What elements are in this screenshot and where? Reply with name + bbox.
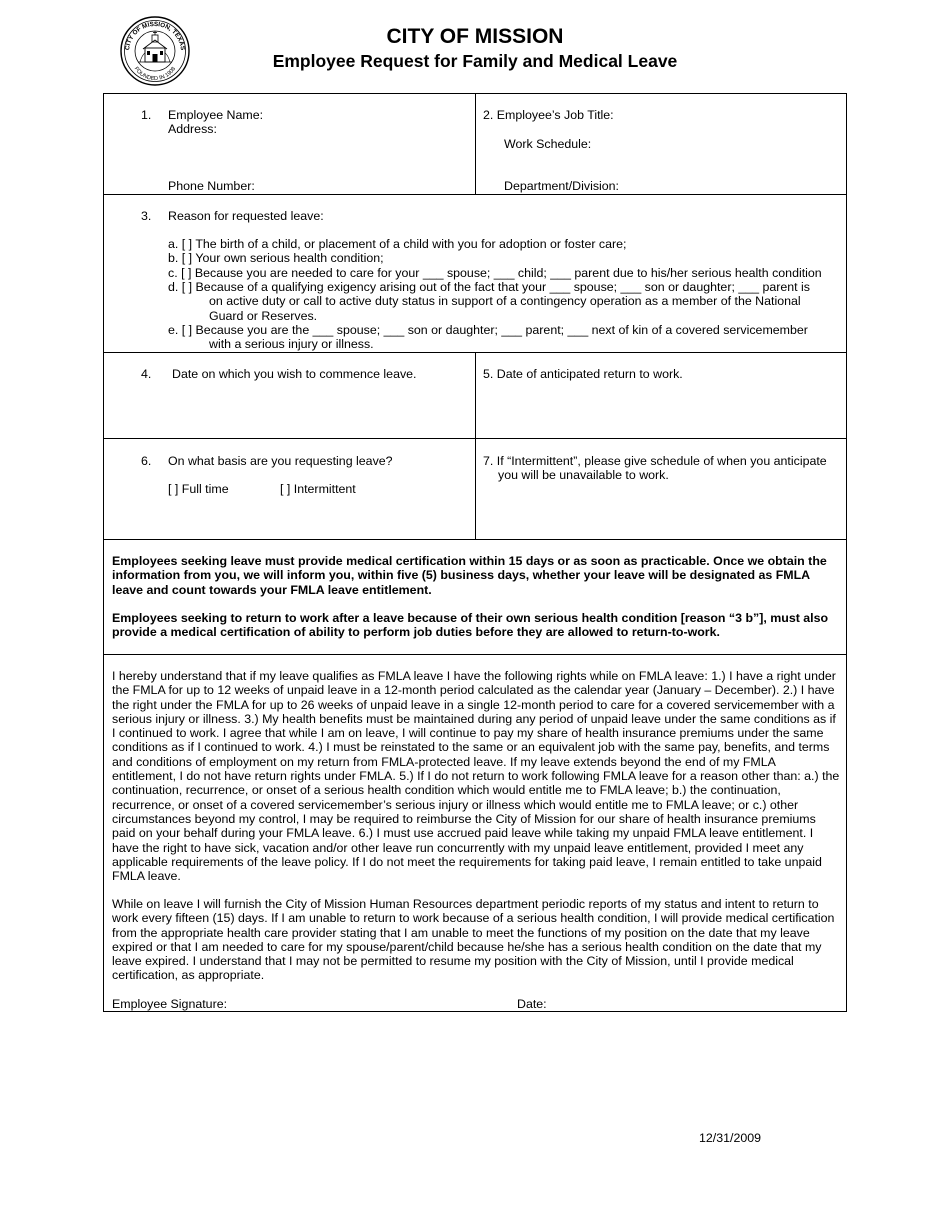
certification-notice: Employees seeking leave must provide medical certification within 15 days or as soon as practicable. Once we obtain the information from you, we will inform you, within five (5) business days, whether your leave will be designated as FMLA leave and count towards your FMLA leave entitlement. — [112, 554, 827, 597]
address-field[interactable]: Address: — [168, 122, 217, 136]
intermittent-checkbox[interactable]: [ ] Intermittent — [280, 482, 356, 496]
reason-option-e-continued: with a serious injury or illness. — [209, 337, 374, 351]
reason-option-d-continued: Guard or Reserves. — [209, 309, 318, 323]
intermittent-schedule-field[interactable]: 7. If “Intermittent”, please give schedule of when you anticipate — [483, 454, 827, 468]
phone-number-field[interactable]: Phone Number: — [168, 179, 255, 193]
work-schedule-field[interactable]: Work Schedule: — [504, 137, 592, 151]
full-time-checkbox[interactable]: [ ] Full time — [168, 482, 229, 496]
page-subtitle: Employee Request for Family and Medical Leave — [272, 51, 678, 71]
reason-option-c[interactable]: c. [ ] Because you are needed to care for your ___ spouse; ___ child; ___ parent due to his/her serious health condition — [168, 266, 822, 280]
leave-basis-label: On what basis are you requesting leave? — [168, 454, 393, 468]
return-date-field[interactable]: 5. Date of anticipated return to work. — [483, 367, 683, 381]
reason-option-a[interactable]: a. [ ] The birth of a child, or placement of a child with you for adoption or foster care; — [168, 237, 627, 251]
section-3-number: 3. — [141, 209, 152, 223]
row-divider — [104, 654, 846, 655]
return-to-work-notice: Employees seeking to return to work after a leave because of their own serious health condition [reason “3 b”], must also provide a medical certification of ability to perform job duties before they are allowed to return-to-work. — [112, 611, 829, 640]
employee-name-field[interactable]: Employee Name: — [168, 108, 264, 122]
reason-option-d-continued: on active duty or call to active duty status in support of a contingency operation as a member of the National — [209, 294, 801, 308]
status-report-statement: While on leave I will furnish the City of Mission Human Resources department periodic reports of my status and intent to return to work every fifteen (15) days. If I am unable to return to work because of a serious health condition, I will provide medical certification from the appropriate health care provider stating that I am unable to meet the functions of my position on the date that my leave expired or that I am needed to care for my spouse/parent/child because he/she has a serious health condition on the date that my leave expired. I understand that I may not be permitted to resume my position with the City of Mission, until I provide medical certification, as appropriate. — [112, 897, 835, 983]
reason-option-d[interactable]: d. [ ] Because of a qualifying exigency arising out of the fact that your ___ spouse; ___ son or daughter; ___ parent is — [168, 280, 810, 294]
column-divider — [475, 352, 476, 539]
page-title: CITY OF MISSION — [386, 25, 564, 48]
employee-signature-field[interactable]: Employee Signature: — [112, 997, 228, 1011]
reason-label: Reason for requested leave: — [168, 209, 324, 223]
intermittent-schedule-label-continued: you will be unavailable to work. — [498, 468, 669, 482]
svg-text:CITY OF MISSION, TEXAS: CITY OF MISSION, TEXAS — [124, 20, 186, 51]
signature-date-field[interactable]: Date: — [517, 997, 547, 1011]
reason-option-e[interactable]: e. [ ] Because you are the ___ spouse; ___ son or daughter; ___ parent; ___ next of kin of a covered servicemember — [168, 323, 808, 337]
section-1-number: 1. — [141, 108, 152, 122]
department-field[interactable]: Department/Division: — [504, 179, 620, 193]
svg-text:FOUNDED IN 1908: FOUNDED IN 1908 — [132, 66, 178, 83]
revision-date: 12/31/2009 — [699, 1131, 762, 1145]
leave-request-form — [103, 93, 847, 1012]
column-divider — [475, 94, 476, 194]
reason-option-b[interactable]: b. [ ] Your own serious health condition; — [168, 251, 384, 265]
row-divider — [104, 194, 846, 195]
fmla-rights-statement: I hereby understand that if my leave qualifies as FMLA leave I have the following rights while on FMLA leave: 1.) I have a right under the FMLA for up to 12 weeks of unpaid leave in a 12-month period calculated as the calendar year (January – December). 2.) I have the right under the FMLA for up to 26 weeks of unpaid leave in a single 12-month period to care for a covered servicemember with a serious injury or illness. 3.) My health benefits must be maintained during any period of unpaid leave under the same conditions as if I continued to work. I agree that while I am on leave, I will continue to pay my share of health insurance premiums under the same conditions as if I continued to work. 4.) I must be reinstated to the same or an equivalent job with the same pay, benefits, and terms and conditions of employment on my return from FMLA-protected leave. If my leave extends beyond the end of my FMLA entitlement, I do not have return rights under FMLA. 5.) If I do not return to work following FMLA leave for a reason other than: a.) the continuation, recurrence, or onset of a serious health condition which would entitle me to FMLA leave; b.) the continuation, recurrence, or onset of a covered servicemember’s serious injury or illness which would entitle me to FMLA leave; or c.) other circumstances beyond my control, I may be required to reimburse the City of Mission for our share of health insurance premiums paid on your behalf during your FMLA leave. 6.) I must use accrued paid leave while taking my unpaid FMLA leave entitlement. I have the right to have sick, vacation and/or other leave run concurrently with my unpaid leave entitlement, provided I meet any applicable requirements of the leave policy. If I do not meet the requirements for taking paid leave, I remain entitled to take unpaid FMLA leave. — [112, 669, 840, 884]
section-6-number: 6. — [141, 454, 152, 468]
section-4-number: 4. — [141, 367, 152, 381]
job-title-field[interactable]: 2. Employee’s Job Title: — [483, 108, 614, 122]
row-divider — [104, 539, 846, 540]
leave-start-date-field[interactable]: Date on which you wish to commence leave. — [172, 367, 417, 381]
